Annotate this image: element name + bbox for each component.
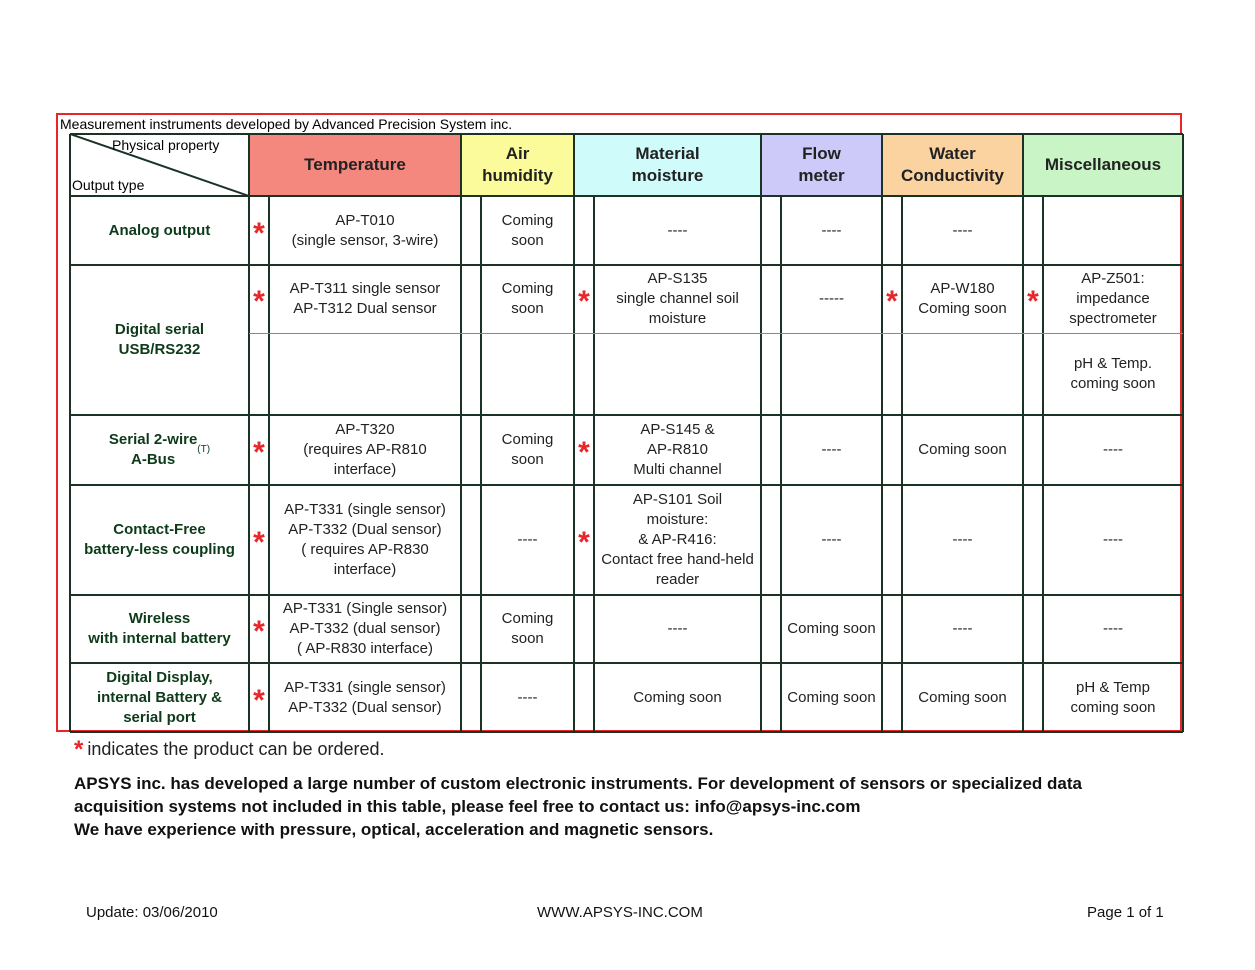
grid-gutter-line	[1042, 196, 1044, 732]
grid-vline	[1022, 134, 1024, 732]
table-cell: pH & Temp coming soon	[1070, 678, 1156, 716]
row-label	[70, 595, 249, 663]
table-cell: AP-T010 (single sensor, 3-wire)	[291, 211, 439, 249]
table-cell: ----	[821, 531, 842, 548]
table-cell	[1043, 196, 1183, 265]
grid-hline	[70, 594, 1183, 596]
table-cell: ----	[821, 221, 842, 239]
table-cell: Coming soon	[501, 610, 554, 647]
table-cell: Coming soon	[501, 211, 554, 249]
table-cell: ----	[1103, 620, 1123, 637]
row-label	[70, 265, 249, 415]
grid-vline	[460, 134, 462, 732]
orderable-star: *	[253, 615, 265, 648]
table-cell: AP-T331 (Single sensor) AP-T332 (dual sensor) ( AP-R830 interface)	[282, 600, 448, 657]
grid-vline	[248, 134, 250, 732]
grid-gutter-line	[480, 196, 482, 732]
table-cell: Coming soon	[501, 431, 554, 468]
table-cell: Coming soon	[501, 280, 554, 317]
legend-star: *	[74, 736, 84, 763]
grid-hline	[70, 414, 1183, 416]
grid-hline	[70, 195, 1183, 197]
grid-hline	[70, 731, 1183, 733]
grid-gutter-line	[593, 196, 595, 732]
table-cell: Coming soon	[918, 688, 1007, 706]
row-label	[70, 663, 249, 732]
table-cell: ----	[517, 688, 538, 706]
table-cell: ----	[517, 531, 538, 548]
table-cell: AP-T331 (single sensor) AP-T332 (Dual sensor)	[284, 678, 446, 716]
grid-hline	[70, 484, 1183, 486]
orderable-star: *	[886, 285, 898, 318]
table-cell: AP-T320 (requires AP-R810 interface)	[303, 421, 427, 478]
table-cell: -----	[819, 290, 844, 307]
row-label	[70, 485, 249, 595]
table-cell: AP-T311 single sensor AP-T312 Dual sensor	[289, 280, 441, 317]
orderable-star: *	[578, 285, 590, 318]
orderable-star: *	[578, 436, 590, 469]
row-label-text: Analog output	[108, 221, 211, 239]
column-header-material-moisture: Material moisture	[574, 134, 761, 196]
orderable-star: *	[253, 526, 265, 559]
grid-gutter-line	[901, 196, 903, 732]
table-cell: ----	[821, 441, 842, 458]
notes	[74, 772, 1174, 841]
orderable-star: *	[253, 683, 265, 717]
row-label-text: Serial 2-wire A-Bus	[108, 431, 198, 468]
table-cell: AP-Z501: impedance spectrometer	[1069, 270, 1157, 327]
column-header-flow-meter: Flow meter	[761, 134, 882, 196]
table-cell: AP-S101 Soil moisture: & AP-R416: Contact free hand-held reader	[601, 491, 754, 588]
table-cell: AP-S145 & AP-R810 Multi channel	[633, 421, 722, 478]
grid-vline	[881, 134, 883, 732]
grid-gutter-line	[268, 196, 270, 732]
grid-gutter-line	[780, 196, 782, 732]
table-cell: ----	[667, 221, 688, 239]
orderable-star: *	[253, 285, 265, 318]
table-cell: ----	[1103, 531, 1123, 548]
grid-hline	[70, 662, 1183, 664]
row-label-superscript: (T)	[197, 444, 211, 455]
table-cell: Coming soon	[633, 688, 722, 706]
row-label	[70, 415, 249, 485]
row-label-text: Digital serial USB/RS232	[114, 321, 205, 358]
footer-update: Update: 03/06/2010	[86, 904, 218, 921]
grid-vline	[760, 134, 762, 732]
table-cell-sub: pH & Temp. coming soon	[1070, 355, 1156, 392]
legend-text: indicates the product can be ordered.	[87, 739, 385, 759]
orderable-star: *	[253, 436, 265, 469]
grid-vline	[69, 134, 71, 732]
corner-physical-property: Physical property	[112, 137, 220, 153]
footer-website[interactable]: WWW.APSYS-INC.COM	[537, 904, 703, 921]
column-header-temperature: Temperature	[249, 134, 461, 196]
table-caption: Measurement instruments developed by Advanced Precision System inc.	[60, 116, 513, 132]
grid-hline	[70, 133, 1183, 135]
row-label-text: Contact-Free battery-less coupling	[84, 521, 235, 558]
table-cell: Coming soon	[918, 441, 1007, 458]
note-experience: We have experience with pressure, optical, acceleration and magnetic sensors.	[74, 820, 714, 839]
grid-vline	[1182, 134, 1184, 732]
orderable-star: *	[253, 216, 265, 250]
column-header-water-conductivity: Water Conductivity	[882, 134, 1023, 196]
table-cell: Coming soon	[787, 620, 876, 637]
grid-hline	[70, 264, 1183, 266]
row-label-text: Wireless with internal battery	[88, 610, 231, 647]
table-cell: ----	[952, 531, 973, 548]
grid-vline	[573, 134, 575, 732]
orderable-star: *	[578, 526, 590, 559]
table-cell: ----	[952, 620, 973, 637]
grid-subrow-line	[249, 333, 1183, 334]
table-cell: Coming soon	[787, 688, 876, 706]
table-cell: ----	[1103, 441, 1123, 458]
table-cell: ----	[952, 221, 973, 239]
column-header-miscellaneous: Miscellaneous	[1023, 134, 1183, 196]
table-cell: AP-T331 (single sensor) AP-T332 (Dual sensor) ( requires AP-R830 interface)	[284, 501, 446, 578]
legend	[74, 736, 385, 764]
table-cell: ----	[667, 620, 688, 637]
row-label-text: Digital Display, internal Battery & serial port	[96, 668, 223, 726]
table-cell: AP-S135 single channel soil moisture	[616, 270, 739, 327]
corner-cell	[70, 134, 249, 196]
column-header-air-humidity: Air humidity	[461, 134, 574, 196]
note-custom-instruments: APSYS inc. has developed a large number of custom electronic instruments. For development of sensors or specialized data acquisition systems not included in this table, please feel free to contact us: info@apsys-inc.com	[74, 774, 1082, 816]
table-cell: AP-W180 Coming soon	[918, 280, 1007, 317]
corner-output-type: Output type	[72, 177, 145, 193]
footer-page: Page 1 of 1	[1087, 904, 1164, 921]
orderable-star: *	[1027, 285, 1039, 318]
row-label	[70, 196, 249, 265]
